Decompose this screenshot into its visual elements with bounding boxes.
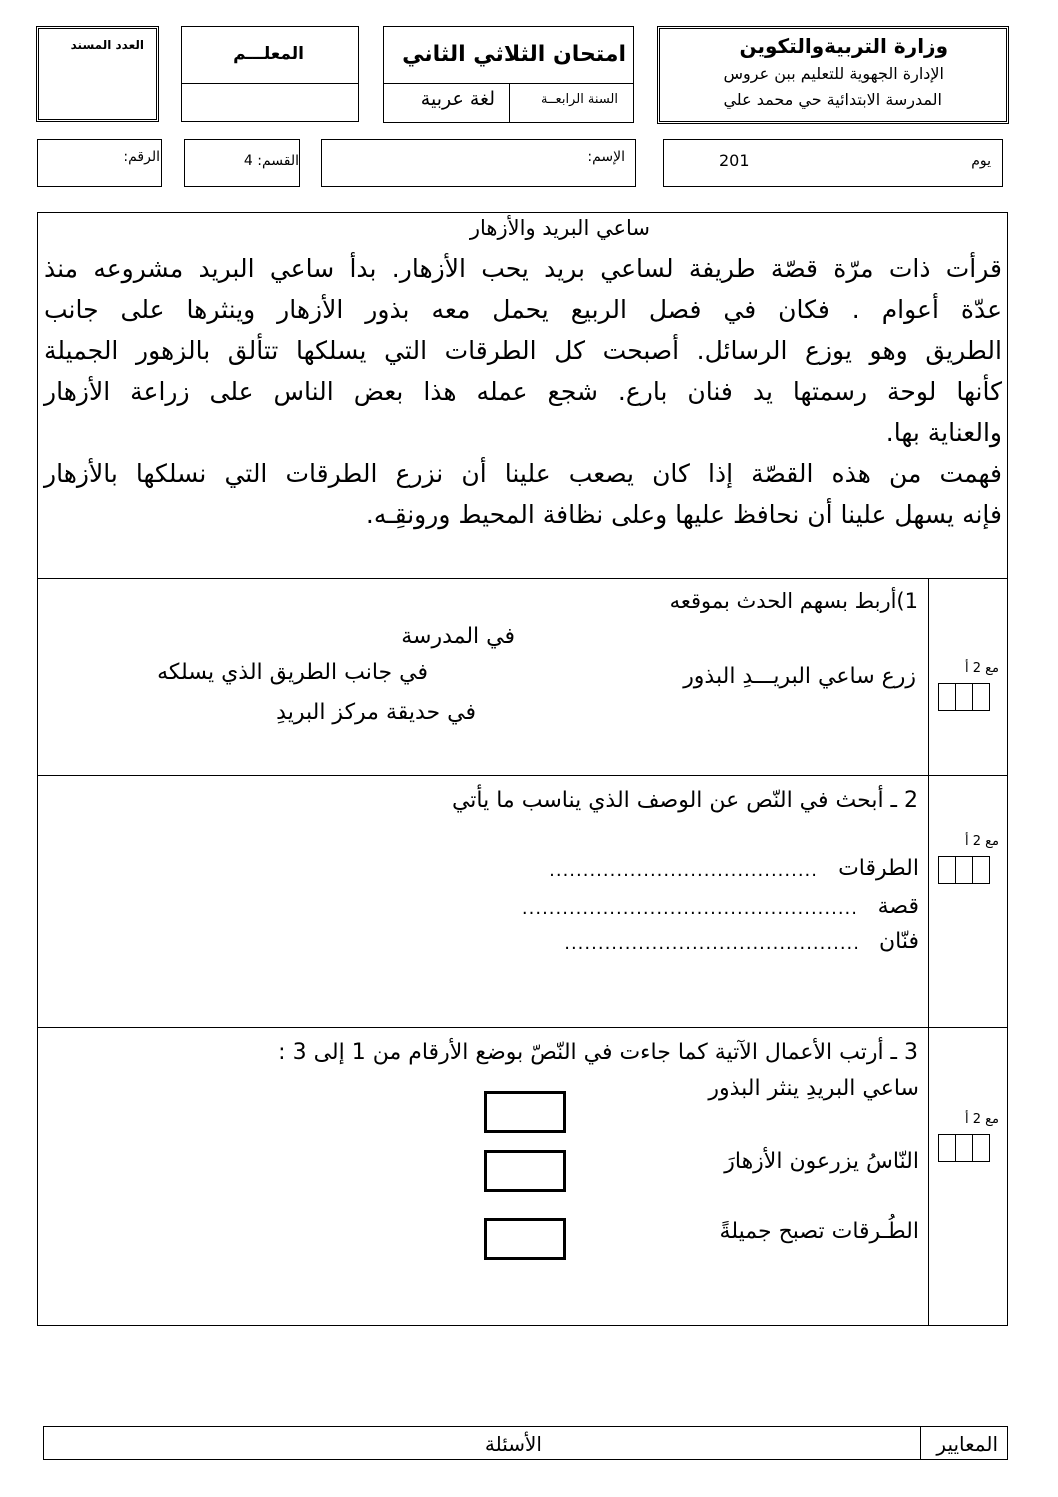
- order-answer-box[interactable]: [484, 1091, 566, 1133]
- passage-line: والعناية بها.: [885, 418, 1002, 447]
- score-label: مع 2 أ: [964, 661, 999, 676]
- text-title: ساعي البريد والأزهار: [469, 216, 650, 240]
- score-cell[interactable]: [938, 683, 956, 711]
- reading-passage: [44, 248, 1002, 535]
- q2-item-word: فنّان: [878, 929, 919, 954]
- name-label: الإسم:: [587, 149, 625, 165]
- grade-label: العدد المسند: [70, 38, 144, 52]
- q2-prompt: 2 ـ أبحث في النّص عن الوصف الذي يناسب ما يأتي: [451, 788, 918, 813]
- school-name: المدرسة الابتدائية حي محمد علي: [723, 90, 942, 109]
- questions-label: الأسئلة: [484, 1432, 542, 1456]
- q2-item-word: قصة: [877, 894, 919, 919]
- passage-line: فإنه يسهل علينا أن نحافظ عليها وعلى نظافة المحيط ورونقِـه.: [365, 500, 1002, 529]
- q2-answer-line[interactable]: ..................................................: [521, 898, 858, 919]
- score-cell[interactable]: [972, 683, 990, 711]
- teacher-label: المعلـــم: [233, 44, 304, 64]
- order-answer-box[interactable]: [484, 1218, 566, 1260]
- q3-item: ساعي البريدِ ينثر البذور: [708, 1076, 919, 1101]
- score-cell[interactable]: [972, 1134, 990, 1162]
- subject-name: لغة عربية: [420, 88, 495, 110]
- score-label: مع 2 أ: [964, 834, 999, 849]
- score-cell[interactable]: [955, 856, 973, 884]
- q3-item: الطُـرقات تصبح جميلةً: [719, 1219, 919, 1244]
- teacher-box: [181, 26, 359, 122]
- score-cell[interactable]: [955, 1134, 973, 1162]
- passage-line: الطريق وهو يوزع الرسائل. أصبحت كل الطرقات التي يسلكها تتألق بالزهور الجميلة: [44, 336, 1002, 365]
- criteria-label: المعايير: [936, 1432, 998, 1456]
- score-cell[interactable]: [938, 856, 956, 884]
- q2-answer-line[interactable]: ........................................: [549, 860, 818, 881]
- section-label: القسم: 4: [243, 153, 299, 169]
- order-answer-box[interactable]: [484, 1150, 566, 1192]
- q1-option-2[interactable]: في جانب الطريق الذي يسلكه: [157, 660, 428, 685]
- grade-level: السنة الرابعــة: [540, 92, 618, 107]
- score-cell[interactable]: [972, 856, 990, 884]
- q1-option-3[interactable]: في حديقة مركز البريدِ: [276, 700, 476, 725]
- exam-title: امتحان الثلاثي الثاني: [402, 42, 626, 67]
- q3-prompt: 3 ـ أرتب الأعمال الآتية كما جاءت في النّصّ بوضع الأرقام من 1 إلى 3 :: [278, 1040, 918, 1065]
- ministry-name: وزارة التربيةوالتكوين: [739, 34, 948, 58]
- date-box: [663, 139, 1003, 187]
- q1-event: زرع ساعي البريـــدِ البذور: [683, 664, 916, 689]
- q3-item: النّاسُ يزرعون الأزهارَ: [724, 1149, 919, 1174]
- number-label: الرقم:: [123, 149, 160, 165]
- q2-answer-line[interactable]: ............................................: [564, 933, 860, 954]
- passage-line: كأنها لوحة رسمتها يد فنان بارع. شجع عمله هذا بعض الناس على زراعة الأزهار: [44, 377, 1002, 406]
- q1-option-1[interactable]: في المدرسة: [401, 624, 515, 649]
- q2-item-word: الطرقات: [838, 856, 919, 881]
- score-label: مع 2 أ: [964, 1112, 999, 1127]
- regional-administration: الإدارة الجهوية للتعليم ببن عروس: [723, 64, 944, 83]
- q1-prompt: 1)أربط بسهم الحدث بموقعه: [669, 589, 918, 613]
- passage-line: عدّة أعوام . فكان في فصل الربيع يحمل معه بذور الأزهار وينثرها على جانب: [44, 295, 1002, 324]
- year-value: 201: [719, 151, 750, 170]
- passage-line: قرأت ذات مرّة قصّة طريفة لساعي بريد يحب الأزهار. بدأ ساعي البريد مشروعه منذ: [44, 254, 1002, 283]
- passage-line: فهمت من هذه القصّة إذا كان يصعب علينا أن نزرع الطرقات التي نسلكها بالأزهار: [44, 459, 1002, 488]
- score-cell[interactable]: [955, 683, 973, 711]
- score-cell[interactable]: [938, 1134, 956, 1162]
- day-label: يوم: [971, 153, 991, 169]
